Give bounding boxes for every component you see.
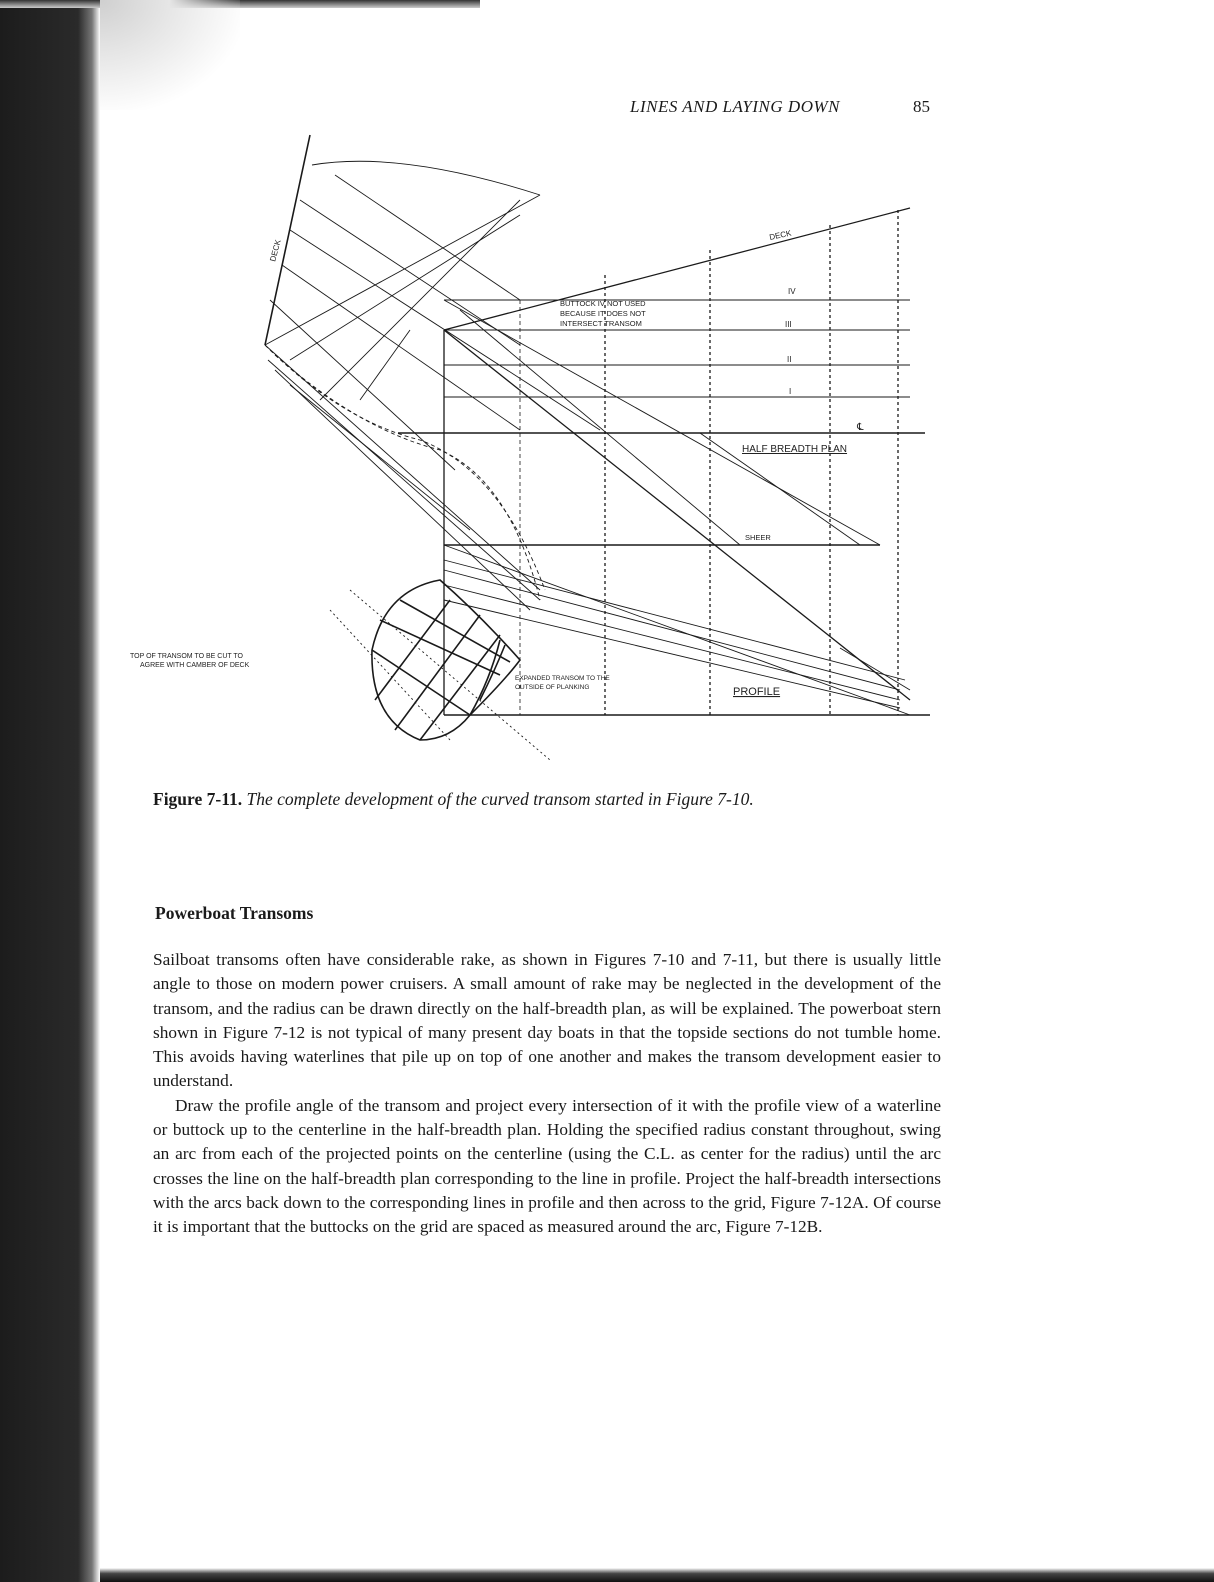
buttock-note-line-3: INTERSECT TRANSOM xyxy=(560,319,642,328)
roman-i-label: I xyxy=(789,387,792,396)
drawing-labels xyxy=(130,228,864,698)
centerline-symbol: ℄ xyxy=(857,422,864,433)
scan-smudge xyxy=(100,0,240,110)
paragraph-1: Sailboat transoms often have considerable rake, as shown in Figures 7-10 and 7-11, but there is usually little angle to those on modern power cruisers. A small amount of rake may be neglected in the development of the transom, and the radius can be drawn directly on the half-breadth plan, as will be explained. The powerboat stern shown in Figure 7-12 is not typical of many present day boats in that the topside sections do not tumble home. This avoids having waterlines that pile up on top of one another and makes the transom development easier to understand. xyxy=(153,950,941,1091)
figure-caption xyxy=(153,789,754,810)
figure-caption-text: The complete development of the curved transom started in Figure 7-10. xyxy=(246,789,754,809)
buttock-note-line-1: BUTTOCK IV NOT USED xyxy=(560,299,646,308)
deck-label-right: DECK xyxy=(768,228,793,242)
roman-iii-label: III xyxy=(785,320,792,329)
sheer-label: SHEER xyxy=(745,533,771,542)
transom-development-drawing xyxy=(110,130,940,770)
expanded-transom-shape xyxy=(372,580,520,740)
transom-note-line-1: TOP OF TRANSOM TO BE CUT TO xyxy=(130,653,243,660)
section-heading: Powerboat Transoms xyxy=(155,903,314,923)
body-text xyxy=(153,948,941,1240)
roman-ii-label: II xyxy=(787,355,792,364)
raking-projection-lines xyxy=(265,135,600,760)
scan-edge-left xyxy=(0,0,100,1582)
expanded-note-line-1: EXPANDED TRANSOM TO THE xyxy=(515,675,610,682)
transom-note-line-2: AGREE WITH CAMBER OF DECK xyxy=(140,662,250,669)
grid-lines xyxy=(398,208,930,715)
scan-edge-bottom xyxy=(100,1568,1214,1582)
deck-label-left: DECK xyxy=(268,238,283,263)
buttock-note-line-2: BECAUSE IT DOES NOT xyxy=(560,309,646,318)
lines-drawing-svg xyxy=(110,130,940,770)
roman-iv-label: IV xyxy=(788,287,796,296)
expanded-note-line-2: OUTSIDE OF PLANKING xyxy=(515,684,590,691)
profile-label: PROFILE xyxy=(733,686,781,698)
scan-edge-top xyxy=(0,0,480,8)
half-breadth-plan-label: HALF BREADTH PLAN xyxy=(742,444,848,455)
running-head: LINES AND LAYING DOWN xyxy=(630,97,840,116)
figure-caption-label: Figure 7-11. xyxy=(153,789,243,809)
page-number: 85 xyxy=(913,97,930,116)
paragraph-2: Draw the profile angle of the transom and project every intersection of it with the profile view of a waterline or buttock up to the centerline in the half-breadth plan. Holding the specified radius constant throughout, swing an arc from each of the projected points on the centerline (using the C.L. as center for the radius) until the arc crosses the line on the half-breadth plan corresponding to the line in profile. Project the half-breadth intersections with the arcs back down to the corresponding lines in profile and then across to the grid, Figure 7-12A. Of course it is important that the buttocks on the grid are spaced as measured around the arc, Figure 7-12B. xyxy=(153,1095,941,1237)
